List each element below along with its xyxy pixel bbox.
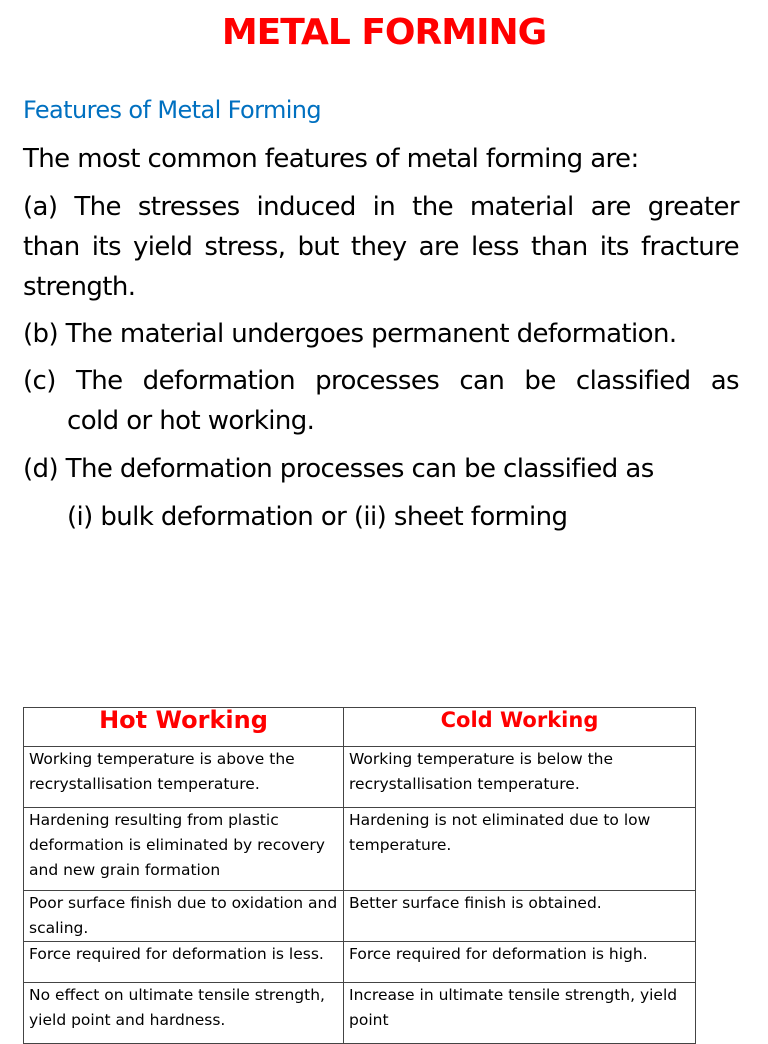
hot-working-cell: Working temperature is above the recrystallisation temperature. xyxy=(24,747,344,808)
feature-item-a-line-3: strength. xyxy=(23,272,136,302)
feature-item-c-line-2: cold or hot working. xyxy=(67,406,315,436)
feature-item-c-line-1: (c) The deformation processes can be classified as xyxy=(23,366,739,396)
feature-item-d: (d) The deformation processes can be classified as xyxy=(23,454,654,484)
cold-working-header: Cold Working xyxy=(344,708,696,747)
feature-item-a-line-2: than its yield stress, but they are less than its fracture xyxy=(23,232,739,262)
hot-working-cell: Poor surface finish due to oxidation and scaling. xyxy=(24,891,344,942)
intro-text: The most common features of metal forming are: xyxy=(23,144,639,174)
feature-item-a-line-1: (a) The stresses induced in the material are greater xyxy=(23,192,739,222)
cold-working-cell: Hardening is not eliminated due to low temperature. xyxy=(344,808,696,891)
feature-item-c xyxy=(23,361,739,441)
feature-item-a xyxy=(23,187,739,307)
table-row xyxy=(24,983,696,1044)
cold-working-cell: Increase in ultimate tensile strength, yield point xyxy=(344,983,696,1044)
section-heading: Features of Metal Forming xyxy=(23,96,322,124)
comparison-table xyxy=(23,707,696,1044)
table-header-row xyxy=(24,708,696,747)
hot-working-cell: Hardening resulting from plastic deformation is eliminated by recovery and new grain formation xyxy=(24,808,344,891)
table-row xyxy=(24,891,696,942)
hot-working-header: Hot Working xyxy=(24,708,344,747)
feature-item-d-subitem: (i) bulk deformation or (ii) sheet forming xyxy=(67,502,568,532)
page-title: METAL FORMING xyxy=(221,12,547,53)
cold-working-cell: Better surface finish is obtained. xyxy=(344,891,696,942)
table-row xyxy=(24,808,696,891)
table-row xyxy=(24,942,696,983)
cold-working-cell: Working temperature is below the recrystallisation temperature. xyxy=(344,747,696,808)
table-row xyxy=(24,747,696,808)
cold-working-cell: Force required for deformation is high. xyxy=(344,942,696,983)
hot-working-cell: Force required for deformation is less. xyxy=(24,942,344,983)
feature-item-b: (b) The material undergoes permanent deformation. xyxy=(23,319,677,349)
hot-working-cell: No effect on ultimate tensile strength, yield point and hardness. xyxy=(24,983,344,1044)
